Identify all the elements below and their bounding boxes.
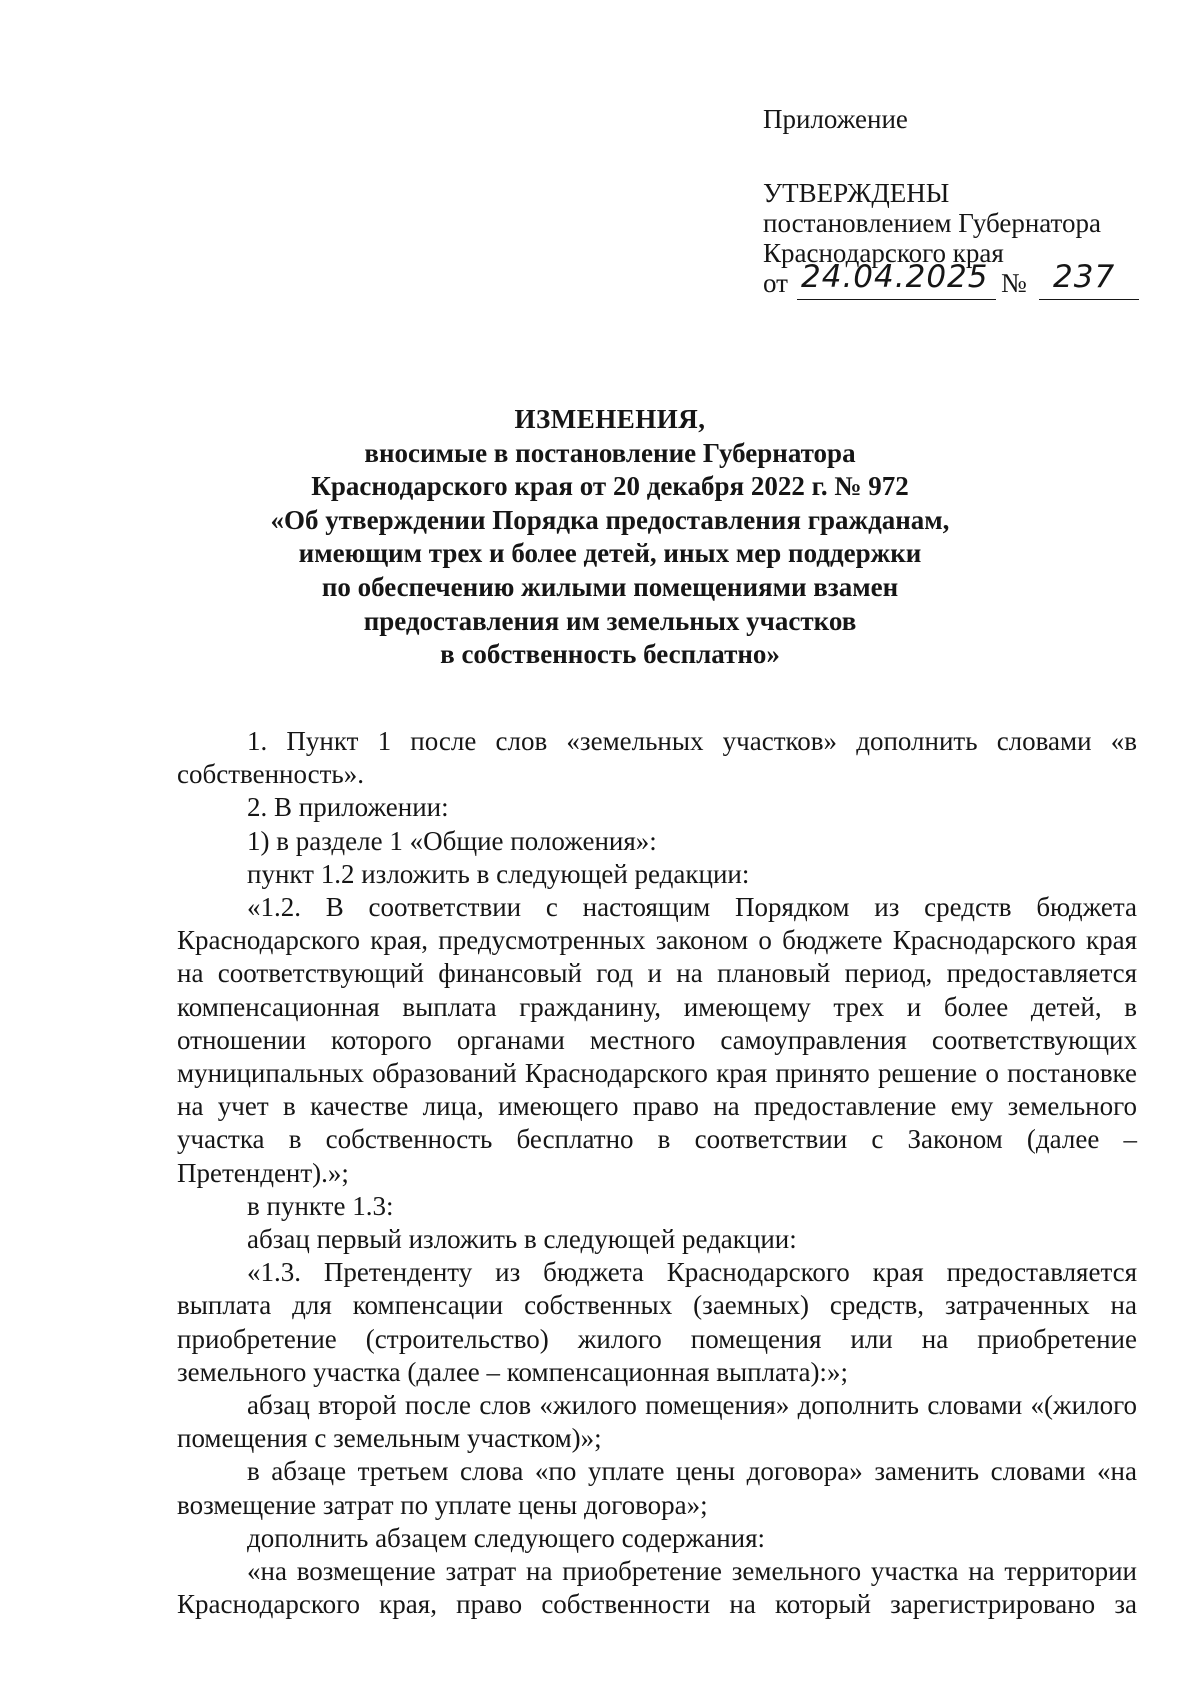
date-underline [797, 299, 996, 300]
title-line: в собственность бесплатно» [440, 639, 780, 670]
title-line: Краснодарского края от 20 декабря 2022 г. № 972 [311, 471, 909, 502]
handwritten-number: 237 [1053, 259, 1116, 295]
paragraph: абзац второй после слов «жилого помещения» дополнить словами «(жилого помещения с земельным участком)»; [177, 1390, 1137, 1454]
paragraph: в пункте 1.3: [247, 1190, 394, 1221]
title-line: «Об утверждении Порядка предоставления гражданам, [270, 504, 950, 535]
title-line: по обеспечению жилыми помещениями взамен [321, 571, 899, 602]
paragraph: 2. В приложении: [247, 792, 449, 823]
paragraph: в абзаце третьем слова «по уплате цены договора» заменить словами «на возмещение затрат по уплате цены договора»; [177, 1456, 1137, 1520]
appendix-label: Приложение [763, 104, 908, 134]
document-body [177, 725, 1137, 1621]
paragraph: 1) в разделе 1 «Общие положения»: [247, 825, 657, 856]
date-prefix: от [763, 268, 788, 298]
paragraph: 1. Пункт 1 после слов «земельных участков» дополнить словами «в собственность». [177, 726, 1137, 790]
decree-date-line [763, 259, 1163, 302]
approval-block [763, 104, 1163, 302]
paragraph: «1.3. Претенденту из бюджета Краснодарского края предоставляется выплата для компенсации собственных (заемных) средств, затраченных на приобретение (строительство) жилого помещения или на приобретение земельного участка (далее – компенсационная выплата):»; [177, 1257, 1137, 1387]
paragraph: абзац первый изложить в следующей редакции: [247, 1224, 797, 1255]
paragraph: «1.2. В соответствии с настоящим Порядком из средств бюджета Краснодарского края, предусмотренных законом о бюджете Краснодарского края на соответствующий финансовый год и на плановый период, предоставляется компенсационная выплата гражданину, имеющему трех и более детей, в отношении которого органами местного самоуправления соответствующих муниципальных образований Краснодарского края принято решение о постановке на учет в качестве лица, имеющего право на предоставление ему земельного участка в собственность бесплатно в соответствии с Законом (далее – Претендент).»; [177, 892, 1137, 1188]
title-line: предоставления им земельных участков [363, 605, 857, 636]
number-underline [1039, 299, 1139, 300]
paragraph: пункт 1.2 изложить в следующей редакции: [247, 858, 750, 889]
document-title [240, 403, 980, 672]
decree-line-1: постановлением Губернатора [763, 208, 1101, 238]
decree-line-2: Краснодарского края [763, 238, 1004, 268]
handwritten-date: 24.04.2025 [801, 259, 989, 295]
paragraph: дополнить абзацем следующего содержания: [247, 1522, 766, 1553]
number-prefix: № [1001, 268, 1027, 298]
paragraph: «на возмещение затрат на приобретение земельного участка на территории Краснодарского края, право собственности на который зарегистрировано за [177, 1556, 1137, 1620]
title-main: ИЗМЕНЕНИЯ, [514, 404, 706, 434]
title-line: вносимые в постановление Губернатора [364, 437, 856, 468]
title-line: имеющим трех и более детей, иных мер поддержки [298, 538, 922, 569]
approved-label: УТВЕРЖДЕНЫ [763, 178, 950, 208]
